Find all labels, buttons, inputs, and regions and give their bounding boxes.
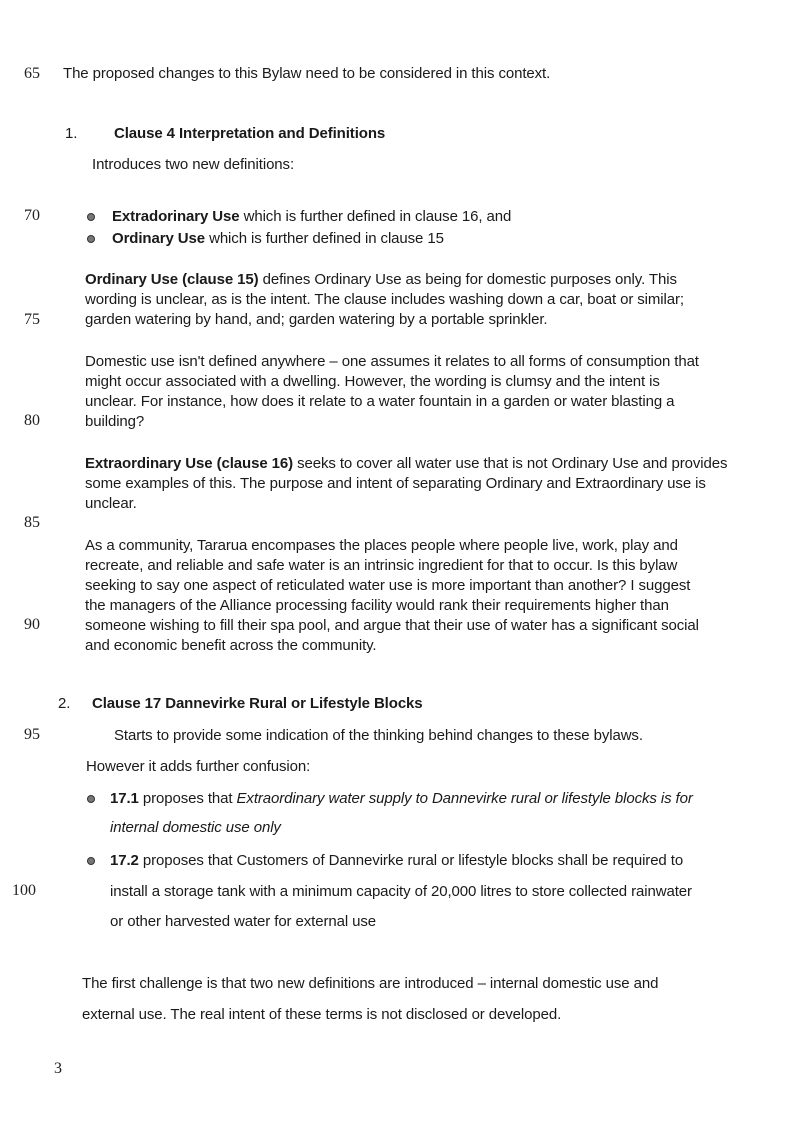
- paragraph-line: and economic benefit across the community.: [85, 637, 377, 654]
- definition-desc: which is further defined in clause 16, and: [239, 208, 512, 225]
- line-number: 95: [24, 726, 40, 743]
- paragraph-line: As a community, Tararua encompases the places people where people live, work, play and: [85, 537, 678, 554]
- clause-number: 17.2: [110, 852, 139, 869]
- line-number: 90: [24, 616, 40, 633]
- paragraph-line: might occur associated with a dwelling. However, the wording is clumsy and the intent is: [85, 373, 660, 390]
- paragraph-line: building?: [85, 413, 145, 430]
- paragraph-line: some examples of this. The purpose and intent of separating Ordinary and Extraordinary use is: [85, 475, 706, 492]
- section-lead: Introduces two new definitions:: [92, 156, 295, 173]
- proposal-text: install a storage tank with a minimum capacity of 20,000 litres to store collected rainwater: [110, 883, 692, 900]
- bullet-icon: [87, 795, 95, 803]
- clause-number: 17.1: [110, 790, 139, 807]
- intro-text: The proposed changes to this Bylaw need to be considered in this context.: [63, 65, 551, 82]
- proposal-item: [110, 789, 693, 809]
- paragraph-line: recreate, and reliable and safe water is an intrinsic ingredient for that to occur. Is this bylaw: [85, 557, 678, 574]
- closing-line: external use. The real intent of these terms is not disclosed or developed.: [82, 1006, 562, 1023]
- line-number: 85: [24, 514, 40, 531]
- proposal-text: proposes that Customers of Dannevirke rural or lifestyle blocks shall be required to: [138, 852, 684, 869]
- paragraph-line: unclear.: [85, 495, 137, 512]
- definition-item: [112, 207, 511, 227]
- definition-item: [112, 229, 444, 249]
- paragraph-line: someone wishing to fill their spa pool, and argue that their use of water has a significant social: [85, 617, 699, 634]
- paragraph-line: Domestic use isn't defined anywhere – one assumes it relates to all forms of consumption that: [85, 353, 699, 370]
- definition-desc: which is further defined in clause 15: [205, 230, 444, 247]
- paragraph-line: [85, 454, 727, 474]
- proposal-quote: Extraordinary water supply to Dannevirke rural or lifestyle blocks is for: [236, 790, 693, 807]
- line-number: 70: [24, 207, 40, 224]
- paragraph-line: seeking to say one aspect of reticulated water use is more important than another? I suggest: [85, 577, 691, 594]
- line-number: 75: [24, 311, 40, 328]
- definition-term: Extradorinary Use: [112, 208, 240, 225]
- paragraph-line: garden watering by hand, and; garden watering by a portable sprinkler.: [85, 311, 548, 328]
- bullet-icon: [87, 857, 95, 865]
- proposal-text: or other harvested water for external use: [110, 913, 377, 930]
- bullet-icon: [87, 213, 95, 221]
- paragraph-text: seeks to cover all water use that is not Ordinary Use and provides: [293, 455, 728, 472]
- paragraph-line: wording is unclear, as is the intent. The clause includes washing down a car, boat or similar;: [85, 291, 684, 308]
- page-number: 3: [54, 1060, 62, 1077]
- proposal-text: proposes that: [138, 790, 237, 807]
- line-number: 100: [12, 882, 36, 899]
- section-heading: Clause 17 Dannevirke Rural or Lifestyle Blocks: [92, 695, 423, 712]
- proposal-item: [110, 851, 683, 871]
- paragraph-term: Ordinary Use (clause 15): [85, 271, 259, 288]
- section-number: 1.: [65, 125, 78, 142]
- section-lead: However it adds further confusion:: [86, 758, 311, 775]
- proposal-quote: internal domestic use only: [110, 819, 281, 836]
- paragraph-term: Extraordinary Use (clause 16): [85, 455, 294, 472]
- paragraph-line: unclear. For instance, how does it relate to a water fountain in a garden or water blasting a: [85, 393, 675, 410]
- paragraph-text: defines Ordinary Use as being for domestic purposes only. This: [258, 271, 677, 288]
- definition-term: Ordinary Use: [112, 230, 206, 247]
- line-number: 80: [24, 412, 40, 429]
- paragraph-line: [85, 270, 677, 290]
- paragraph-line: the managers of the Alliance processing facility would rank their requirements higher than: [85, 597, 669, 614]
- section-heading: Clause 4 Interpretation and Definitions: [114, 125, 386, 142]
- section-number: 2.: [58, 695, 71, 712]
- section-lead: Starts to provide some indication of the thinking behind changes to these bylaws.: [114, 727, 643, 744]
- closing-line: The first challenge is that two new definitions are introduced – internal domestic use and: [82, 975, 659, 992]
- bullet-icon: [87, 235, 95, 243]
- line-number: 65: [24, 65, 40, 82]
